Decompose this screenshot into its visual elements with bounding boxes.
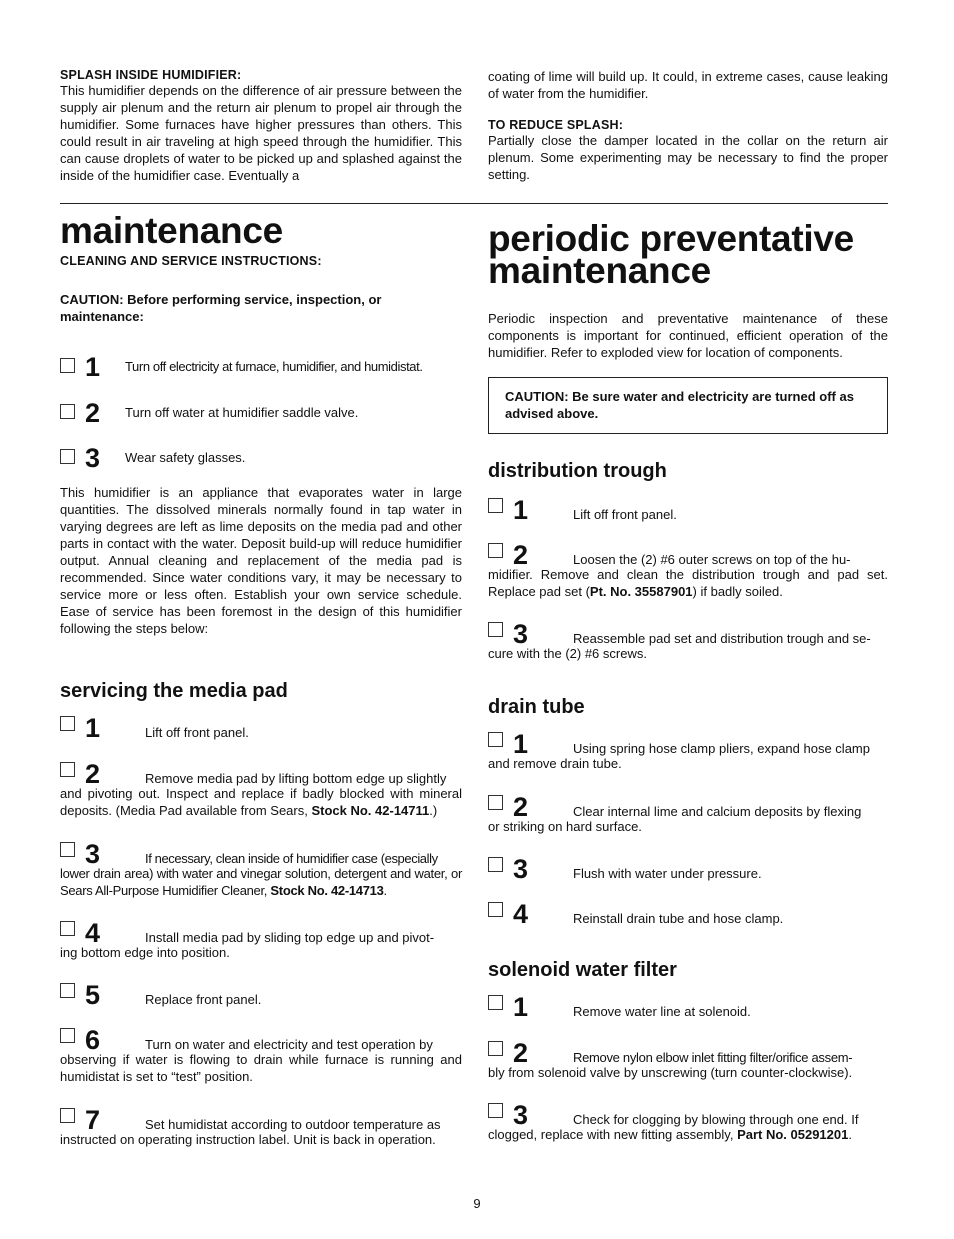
- checkbox-icon[interactable]: [60, 358, 75, 373]
- periodic-intro: Periodic inspection and preventative maintenance of these components is important for continued, efficient operation of the humidifier. Refer to exploded view for location of components.: [488, 311, 888, 360]
- step-text-tail: .: [383, 883, 387, 898]
- checkbox-icon[interactable]: [60, 842, 75, 857]
- step-text: Wear safety glasses.: [125, 450, 246, 466]
- media-pad-title: servicing the media pad: [60, 680, 288, 702]
- maintenance-step: [60, 443, 462, 473]
- trough-title: distribution trough: [488, 460, 667, 482]
- step-number: 1: [513, 992, 529, 1022]
- checkbox-icon[interactable]: [60, 1108, 75, 1123]
- checkbox-icon[interactable]: [488, 1103, 503, 1118]
- step-text: Loosen the (2) #6 outer screws on top of the hu-: [573, 552, 851, 567]
- step-number: 3: [85, 443, 101, 473]
- step-number: 4: [513, 899, 529, 929]
- step-text: Using spring hose clamp pliers, expand hose clamp: [573, 741, 870, 756]
- step-text: Reinstall drain tube and hose clamp.: [573, 911, 784, 926]
- trough-step-3: [488, 619, 888, 662]
- page-number: 9: [473, 1196, 481, 1211]
- checkbox-icon[interactable]: [60, 983, 75, 998]
- step-text-continued: or striking on hard surface.: [488, 819, 642, 834]
- step-number: 5: [85, 980, 101, 1010]
- periodic-title-line2: maintenance: [488, 250, 711, 291]
- step-text: Turn off water at humidifier saddle valve.: [125, 405, 359, 421]
- splash-heading: SPLASH INSIDE HUMIDIFIER:: [60, 68, 242, 82]
- periodic-caution-box: [488, 377, 888, 434]
- maintenance-steps: [60, 352, 462, 485]
- step-text: Flush with water under pressure.: [573, 866, 762, 881]
- checkbox-icon[interactable]: [60, 1028, 75, 1043]
- reduce-splash-text: Partially close the damper located in the collar on the return air plenum. Some experimenting may be necessary to find the proper setting.: [488, 133, 888, 182]
- step-text: Remove media pad by lifting bottom edge up slightly: [145, 771, 447, 786]
- step-text-continued: clogged, replace with new fitting assembly,: [488, 1127, 738, 1142]
- splash-continued-text: coating of lime will build up. It could, in extreme cases, cause leaking of water from the humidifier.: [488, 69, 888, 101]
- step-number: 3: [513, 1100, 529, 1130]
- step-text-tail: .: [848, 1127, 852, 1142]
- checkbox-icon[interactable]: [60, 449, 75, 464]
- solenoid-step-2: [488, 1038, 888, 1081]
- drain-step-1: [488, 729, 888, 772]
- step-text-tail: .): [429, 803, 438, 818]
- maintenance-body: [60, 484, 462, 637]
- step-text-continued: and pivoting out. Inspect and replace if badly blocked with mineral deposits. (Media Pad available from Sears,: [60, 786, 462, 818]
- splash-section: [60, 68, 462, 184]
- step-number: 2: [513, 1038, 529, 1068]
- splash-text: This humidifier depends on the difference of air pressure between the supply air plenum and the return air plenum to propel air through the humidifier. Some furnaces have higher pressures than others. This could result in air traveling at high speed through the humidifier. This can cause droplets of water to be picked up and splashed against the inside of the humidifier case. Eventually a: [60, 83, 462, 183]
- periodic-section: [488, 218, 888, 361]
- stock-number: Stock No. 42-14711: [311, 803, 430, 818]
- step-text-continued: and remove drain tube.: [488, 756, 622, 771]
- step-text: If necessary, clean inside of humidifier case (especially: [145, 851, 438, 866]
- step-number: 7: [85, 1105, 101, 1135]
- step-text: Clear internal lime and calcium deposits by flexing: [573, 804, 862, 819]
- step-text-continued: observing if water is flowing to drain while furnace is running and humidistat is set to “test” position.: [60, 1052, 462, 1084]
- step-text: Reassemble pad set and distribution trough and se-: [573, 631, 871, 646]
- drain-step-2: [488, 792, 888, 835]
- step-text-continued: ing bottom edge into position.: [60, 945, 230, 960]
- step-number: 2: [85, 398, 101, 428]
- step-text: Remove nylon elbow inlet fitting filter/orifice assem-: [573, 1050, 853, 1065]
- step-text: Turn off electricity at furnace, humidifier, and humidistat.: [125, 359, 423, 375]
- checkbox-icon[interactable]: [488, 902, 503, 917]
- step-text-continued: bly from solenoid valve by unscrewing (turn counter-clockwise).: [488, 1065, 853, 1080]
- media-pad-step-5: [60, 980, 462, 1010]
- step-number: 1: [513, 495, 529, 525]
- solenoid-step-1: [488, 992, 888, 1022]
- step-number: 3: [513, 854, 529, 884]
- step-text: Set humidistat according to outdoor temperature as: [145, 1117, 441, 1132]
- step-text-continued: instructed on operating instruction label. Unit is back in operation.: [60, 1132, 436, 1147]
- media-pad-step-2: [60, 759, 462, 819]
- step-text-continued: cure with the (2) #6 screws.: [488, 646, 647, 661]
- periodic-caution-text: CAUTION: Be sure water and electricity are turned off as advised above.: [505, 389, 854, 421]
- step-text: Lift off front panel.: [573, 507, 677, 522]
- step-text-continued: midifier. Remove and clean the distribution trough and pad set. Replace pad set (: [488, 567, 888, 599]
- media-pad-step-1: [60, 713, 462, 743]
- maintenance-title: maintenance: [60, 210, 283, 251]
- step-text: Turn on water and electricity and test operation by: [145, 1037, 433, 1052]
- maintenance-section: [60, 210, 462, 325]
- drain-step-3: [488, 854, 888, 884]
- part-number: Pt. No. 35587901: [589, 584, 693, 599]
- trough-step-1: [488, 495, 888, 525]
- media-pad-step-6: [60, 1025, 462, 1085]
- section-divider: [60, 203, 888, 204]
- periodic-title-line1: periodic preventative: [488, 218, 854, 259]
- step-text: Lift off front panel.: [145, 725, 249, 740]
- stock-number: Stock No. 42-14713: [270, 883, 384, 898]
- media-pad-step-3: [60, 839, 462, 899]
- step-number: 4: [85, 918, 101, 948]
- step-number: 2: [513, 540, 529, 570]
- media-pad-step-7: [60, 1105, 462, 1148]
- step-number: 1: [85, 352, 101, 382]
- periodic-title: [488, 218, 888, 291]
- step-text: Replace front panel.: [145, 992, 262, 1007]
- reduce-splash-heading: TO REDUCE SPLASH:: [488, 118, 624, 132]
- drain-title: drain tube: [488, 696, 585, 718]
- step-number: 3: [85, 839, 101, 869]
- step-text: Remove water line at solenoid.: [573, 1004, 751, 1019]
- checkbox-icon[interactable]: [488, 622, 503, 637]
- maintenance-step: [60, 398, 462, 428]
- media-pad-step-4: [60, 918, 462, 961]
- maintenance-caution: CAUTION: Before performing service, inspection, or maintenance:: [60, 292, 382, 324]
- step-text-continued: lower drain area) with water and vinegar solution, detergent and water, or Sears All-Purpose Humidifier Cleaner,: [60, 866, 462, 898]
- step-number: 6: [85, 1025, 101, 1055]
- step-text: Install media pad by sliding top edge up and pivot-: [145, 930, 435, 945]
- step-text: Check for clogging by blowing through one end. If: [573, 1112, 859, 1127]
- solenoid-section: [488, 958, 888, 982]
- checkbox-icon[interactable]: [488, 795, 503, 810]
- checkbox-icon[interactable]: [60, 404, 75, 419]
- splash-continued-section: [488, 68, 888, 183]
- maintenance-body-text: This humidifier is an appliance that evaporates water in large quantities. The dissolved minerals normally found in tap water in varying degrees are left as lime deposits on the media pad and other parts in contact with the water. Deposit build-up will reduce humidifier output. Annual cleaning and replacement of the media pad is recommended. Since water conditions vary, it may be necessary to service more or less often. Establish your own service schedule. Ease of service has been foremost in the design of this humidifier following the steps below:: [60, 485, 462, 636]
- checkbox-icon[interactable]: [488, 732, 503, 747]
- checkbox-icon[interactable]: [488, 857, 503, 872]
- solenoid-step-3: [488, 1100, 888, 1143]
- checkbox-icon[interactable]: [60, 921, 75, 936]
- step-text-tail: ) if badly soiled.: [692, 584, 783, 599]
- checkbox-icon[interactable]: [488, 995, 503, 1010]
- checkbox-icon[interactable]: [60, 762, 75, 777]
- part-number: Part No. 05291201: [737, 1127, 849, 1142]
- trough-section: [488, 459, 888, 483]
- step-number: 2: [85, 759, 101, 789]
- step-number: 3: [513, 619, 529, 649]
- checkbox-icon[interactable]: [60, 716, 75, 731]
- solenoid-title: solenoid water filter: [488, 959, 677, 981]
- drain-step-4: [488, 899, 888, 929]
- step-number: 1: [85, 713, 101, 743]
- drain-section: [488, 695, 888, 719]
- checkbox-icon[interactable]: [488, 498, 503, 513]
- maintenance-step: [60, 352, 462, 382]
- trough-step-2: [488, 540, 888, 600]
- media-pad-section: [60, 679, 462, 703]
- checkbox-icon[interactable]: [488, 543, 503, 558]
- checkbox-icon[interactable]: [488, 1041, 503, 1056]
- maintenance-subtitle: CLEANING AND SERVICE INSTRUCTIONS:: [60, 254, 322, 268]
- step-number: 1: [513, 729, 529, 759]
- step-number: 2: [513, 792, 529, 822]
